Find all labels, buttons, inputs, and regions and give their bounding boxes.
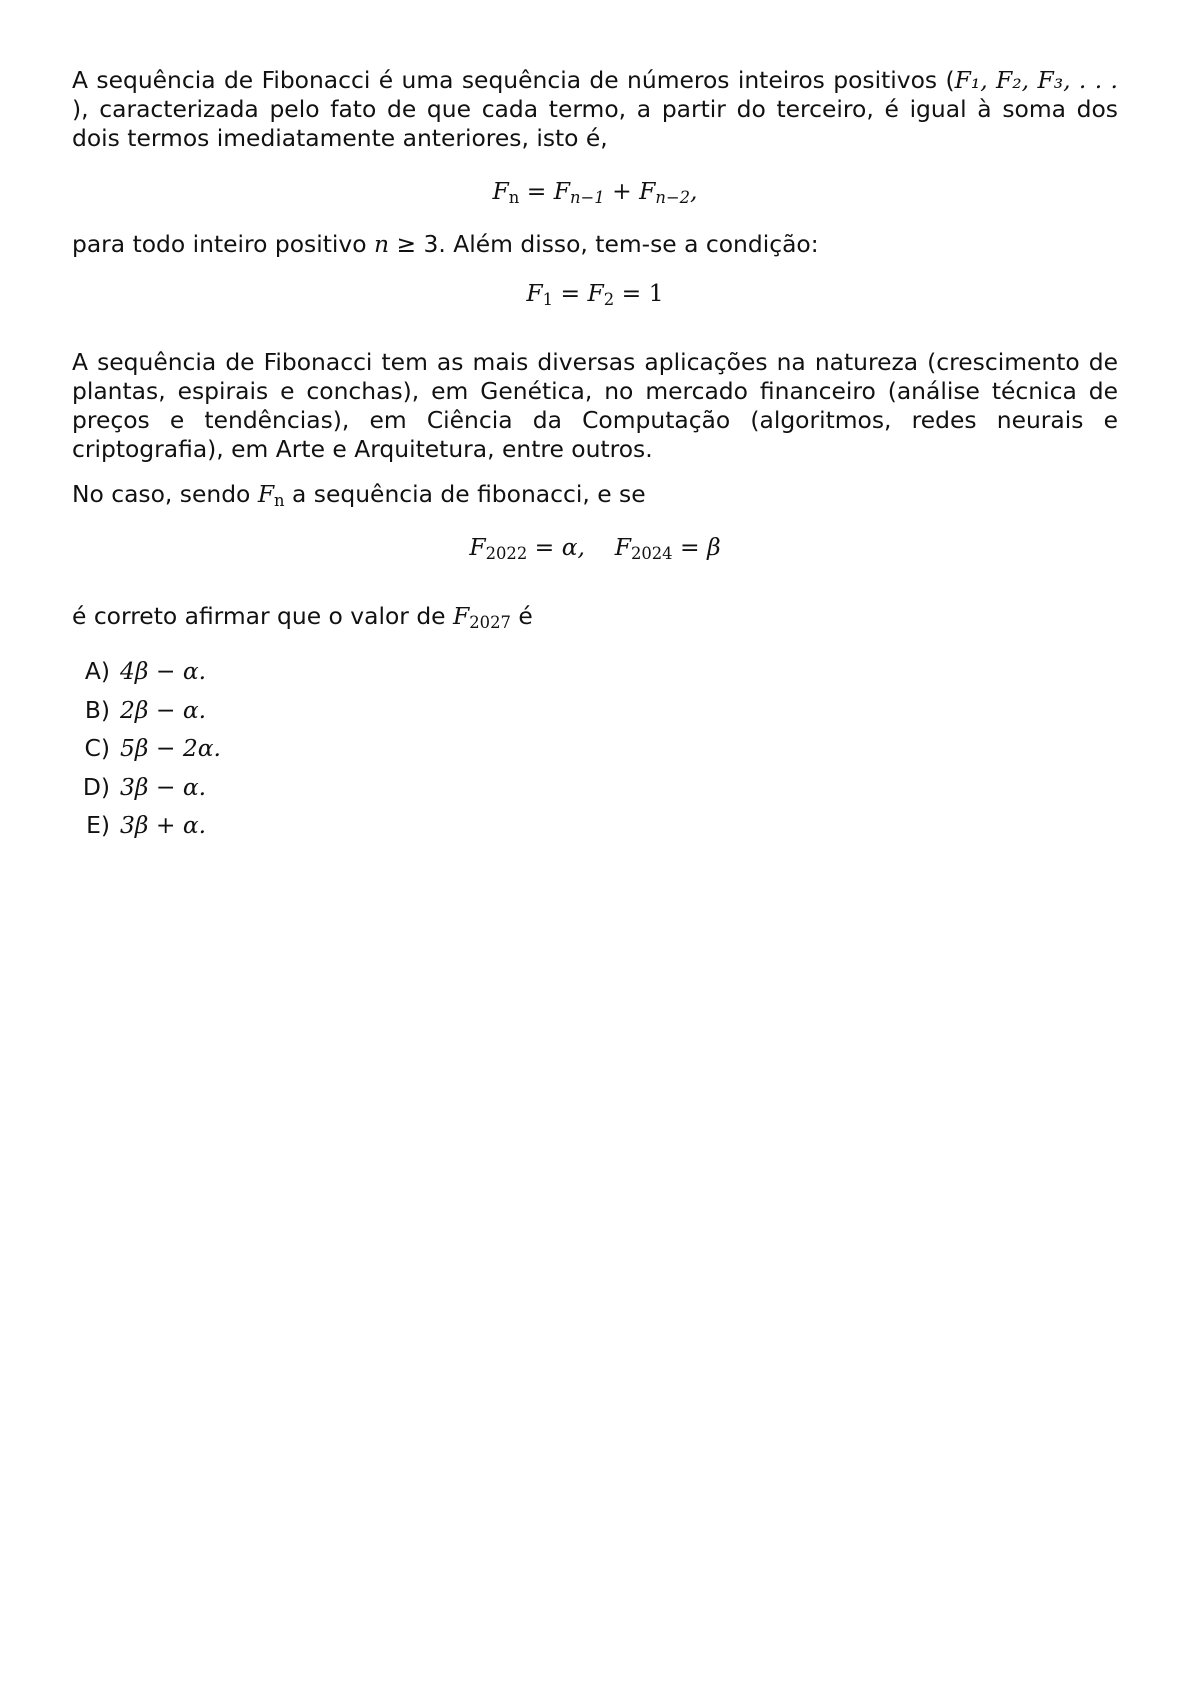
- initial-condition-equation: $F_1 = F_2 = 1$: [526, 279, 664, 310]
- inequality: ≥ 3: [389, 230, 439, 258]
- option-e-expression: 3β + α.: [120, 811, 207, 839]
- option-c-expression: 5β − 2α.: [120, 734, 221, 762]
- intro-paragraph: [72, 66, 1118, 153]
- option-e[interactable]: [72, 811, 1118, 850]
- applications-paragraph: A sequência de Fibonacci tem as mais diversas aplicações na natureza (crescimento de plantas, espirais e conchas), em Genética, no mercado financeiro (análise técnica de preços e tendências), em Ciência da Computação (algoritmos, redes neurais e criptografia), em Arte e Arquitetura, entre outros.: [72, 348, 1118, 463]
- option-d[interactable]: [72, 773, 1118, 812]
- intro-text-1: A sequência de Fibonacci é uma sequência de números inteiros positivos (: [72, 66, 955, 94]
- answer-options: [72, 657, 1118, 850]
- option-a-expression: 4β − α.: [120, 657, 207, 685]
- option-d-expression: 3β − α.: [120, 772, 207, 801]
- given-values-equation: $F_{2022} = \alpha$, $F_{2024} = \beta$: [469, 533, 721, 564]
- option-d-letter: D): [82, 772, 110, 801]
- recurrence-equation: $F_n = F_{n-1} + F_{n-2}$,: [492, 177, 698, 208]
- document-page: [72, 66, 1118, 850]
- option-a[interactable]: [72, 657, 1118, 696]
- intro-text-2: ), caracterizada pelo fato de que cada termo, a partir do terceiro, é igual à soma dos dois termos imediatamente anteriores, isto é,: [72, 95, 1118, 152]
- option-b-expression: 2β − α.: [120, 695, 207, 724]
- option-a-letter: A): [84, 657, 110, 685]
- variable-n: n: [373, 230, 390, 258]
- option-b[interactable]: [72, 696, 1118, 735]
- sequence-notation: F₁, F₂, F₃, . . .: [954, 66, 1118, 94]
- case-paragraph: No caso, sendo $F_n$ a sequência de fibonacci, e se: [72, 480, 646, 511]
- option-e-letter: E): [86, 811, 110, 839]
- condition-paragraph: para todo inteiro positivo n ≥ 3. Além disso, tem-se a condição:: [72, 230, 819, 258]
- question-paragraph: é correto afirmar que o valor de $F_{2027}$ é: [72, 602, 533, 633]
- option-c-letter: C): [84, 734, 110, 762]
- option-b-letter: B): [84, 695, 110, 724]
- option-c[interactable]: [72, 734, 1118, 773]
